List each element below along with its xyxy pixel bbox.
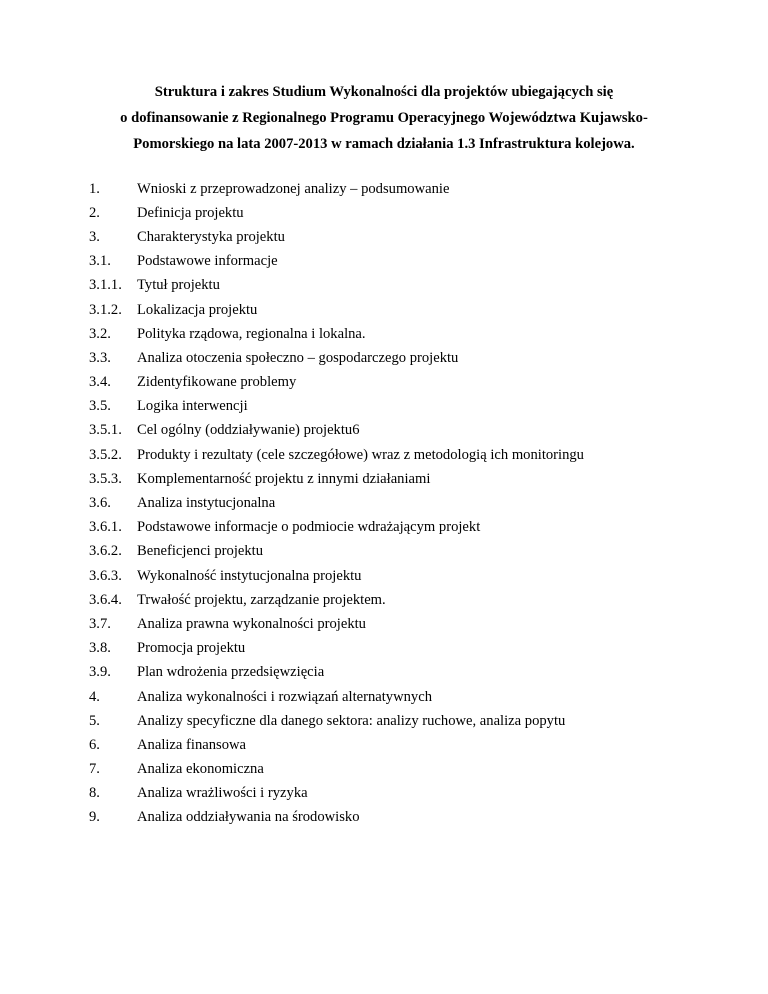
toc-label: Analiza prawna wykonalności projektu bbox=[137, 615, 366, 632]
toc-number: 9. bbox=[89, 809, 100, 826]
toc-label: Analiza finansowa bbox=[137, 736, 247, 753]
toc-item bbox=[89, 661, 709, 685]
toc-item bbox=[89, 685, 709, 709]
toc-label: Analiza oddziaływania na środowisko bbox=[137, 809, 360, 826]
toc-item bbox=[89, 346, 709, 370]
toc-number: 3.9. bbox=[89, 664, 111, 681]
toc-number: 3.5.2. bbox=[89, 446, 122, 463]
toc-item bbox=[89, 588, 709, 612]
toc-label: Podstawowe informacje o podmiocie wdrażającym projekt bbox=[137, 519, 481, 536]
toc-item bbox=[89, 806, 709, 830]
toc-item bbox=[89, 612, 709, 636]
toc-item bbox=[89, 201, 709, 225]
toc-number: 3.6.2. bbox=[89, 543, 122, 560]
toc-item bbox=[89, 782, 709, 806]
toc-number: 3.6. bbox=[89, 495, 111, 512]
toc-label: Analiza wykonalności i rozwiązań alternatywnych bbox=[137, 688, 433, 705]
toc-number: 7. bbox=[89, 761, 100, 778]
toc-label: Podstawowe informacje bbox=[137, 253, 278, 270]
toc-number: 3. bbox=[89, 228, 100, 245]
toc-item bbox=[89, 758, 709, 782]
toc-number: 6. bbox=[89, 736, 100, 753]
toc-label: Produkty i rezultaty (cele szczegółowe) wraz z metodologią ich monitoringu bbox=[137, 446, 584, 463]
toc-label: Wykonalność instytucjonalna projektu bbox=[137, 567, 362, 584]
toc-label: Komplementarność projektu z innymi działaniami bbox=[137, 470, 431, 487]
toc-label: Beneficjenci projektu bbox=[137, 543, 264, 560]
toc-item bbox=[89, 443, 709, 467]
toc-number: 2. bbox=[89, 204, 100, 221]
toc-item bbox=[89, 177, 709, 201]
toc-item bbox=[89, 540, 709, 564]
toc-label: Cel ogólny (oddziaływanie) projektu6 bbox=[137, 422, 360, 439]
toc-number: 5. bbox=[89, 712, 100, 729]
toc-item bbox=[89, 395, 709, 419]
toc-number: 3.6.3. bbox=[89, 567, 122, 584]
toc-label: Analiza wrażliwości i ryzyka bbox=[137, 785, 308, 802]
toc-number: 3.7. bbox=[89, 615, 111, 632]
toc-label: Zidentyfikowane problemy bbox=[137, 374, 297, 391]
toc-item bbox=[89, 709, 709, 733]
toc-label: Trwałość projektu, zarządzanie projektem. bbox=[137, 591, 386, 608]
toc-number: 3.2. bbox=[89, 325, 111, 342]
document-title bbox=[0, 79, 768, 157]
toc-item bbox=[89, 467, 709, 491]
toc-number: 3.3. bbox=[89, 349, 111, 366]
toc-number: 4. bbox=[89, 688, 100, 705]
toc-label: Lokalizacja projektu bbox=[137, 301, 258, 318]
toc-label: Tytuł projektu bbox=[137, 277, 220, 294]
title-line-2: o dofinansowanie z Regionalnego Programu Operacyjnego Województwa Kujawsko- bbox=[120, 110, 648, 126]
toc-label: Definicja projektu bbox=[137, 204, 244, 221]
title-line-1: Struktura i zakres Studium Wykonalności dla projektów ubiegających się bbox=[154, 84, 614, 100]
toc-item bbox=[89, 322, 709, 346]
title-line-3: Pomorskiego na lata 2007-2013 w ramach działania 1.3 Infrastruktura kolejowa. bbox=[133, 136, 635, 152]
toc-number: 3.5.3. bbox=[89, 470, 122, 487]
toc-label: Plan wdrożenia przedsięwzięcia bbox=[137, 664, 325, 681]
toc-number: 3.4. bbox=[89, 374, 111, 391]
toc-label: Wnioski z przeprowadzonej analizy – podsumowanie bbox=[137, 180, 450, 197]
toc-label: Analizy specyficzne dla danego sektora: analizy ruchowe, analiza popytu bbox=[137, 712, 566, 729]
toc-label: Polityka rządowa, regionalna i lokalna. bbox=[137, 325, 366, 342]
table-of-contents bbox=[89, 177, 709, 830]
toc-number: 3.1. bbox=[89, 253, 111, 270]
toc-number: 3.1.2. bbox=[89, 301, 122, 318]
toc-item bbox=[89, 637, 709, 661]
toc-label: Analiza instytucjonalna bbox=[137, 495, 276, 512]
toc-label: Analiza otoczenia społeczno – gospodarczego projektu bbox=[137, 349, 459, 366]
toc-item bbox=[89, 419, 709, 443]
toc-label: Logika interwencji bbox=[137, 398, 248, 415]
toc-label: Analiza ekonomiczna bbox=[137, 761, 264, 778]
toc-label: Charakterystyka projektu bbox=[137, 228, 285, 245]
toc-number: 1. bbox=[89, 180, 100, 197]
toc-item bbox=[89, 274, 709, 298]
toc-item bbox=[89, 250, 709, 274]
toc-item bbox=[89, 491, 709, 515]
toc-number: 3.6.4. bbox=[89, 591, 122, 608]
toc-number: 8. bbox=[89, 785, 100, 802]
toc-number: 3.8. bbox=[89, 640, 111, 657]
toc-item bbox=[89, 733, 709, 757]
toc-label: Promocja projektu bbox=[137, 640, 246, 657]
toc-number: 3.5. bbox=[89, 398, 111, 415]
toc-item bbox=[89, 516, 709, 540]
toc-number: 3.5.1. bbox=[89, 422, 122, 439]
toc-item bbox=[89, 371, 709, 395]
toc-number: 3.1.1. bbox=[89, 277, 122, 294]
toc-number: 3.6.1. bbox=[89, 519, 122, 536]
toc-item bbox=[89, 564, 709, 588]
toc-item bbox=[89, 298, 709, 322]
toc-item bbox=[89, 225, 709, 249]
